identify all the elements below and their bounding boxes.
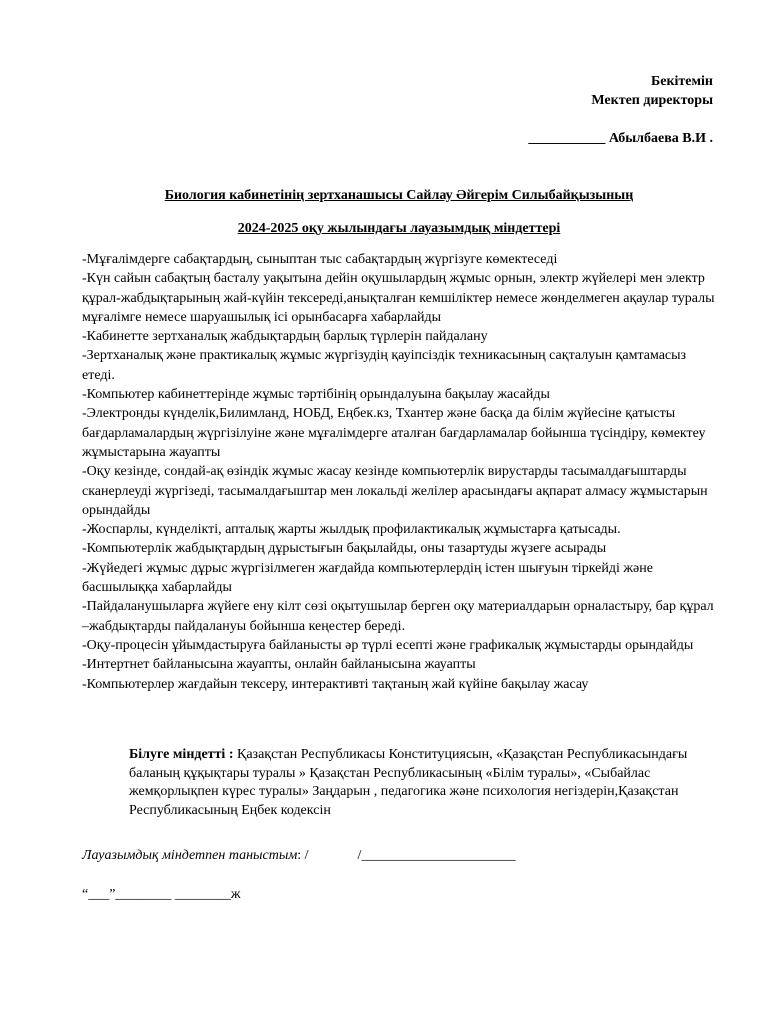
duty-item: -Жоспарлы, күнделікті, апталық жарты жылдық профилактикалық жұмыстарға қатысады. [82, 522, 621, 538]
approval-heading: Бекітемін [650, 74, 713, 89]
acknowledgement-label: Лауазымдық міндетпен таныстым [82, 848, 298, 863]
approver-name: Абылбаева В.И . [608, 131, 713, 146]
duties-list [82, 250, 722, 694]
acknowledgement-line [82, 848, 515, 864]
document-title-line2: 2024-2025 оқу жылындағы лауазымдық міндеттері [237, 221, 561, 236]
acknowledgement-fields: : / /______________________ [297, 848, 516, 863]
date-line: “___”________ ________ж [82, 887, 241, 902]
duty-item: -Кабинетте зертханалық жабдықтардың барлық түрлерін пайдалану [82, 329, 488, 345]
knowledge-text: Қазақстан Республикасы Конституциясын, «Қазақстан Республикасындағы баланың құқықтары туралы » Қазақстан Республикасының «Білім туралы», «Сыбайлас жемқорлықпен күрес туралы» Заңдарын , педагогика және психология негіздерін,Қазақстан Республикасының Еңбек кодексін [129, 747, 688, 818]
knowledge-requirements [129, 746, 729, 820]
duty-item: -Оқу кезінде, сондай-ақ өзіндік жұмыс жасау кезінде компьютерлік вирустарды тасымалдағыштарды сканерлеуді жүргізеді, тасымалдағыштар мен локальді желілер арасындағы ақпарат алмасу жұмыстарын орындайды [82, 464, 708, 518]
knowledge-label: Білуге міндетті : [129, 747, 234, 762]
duty-item: -Компьютерлік жабдықтардың дұрыстығын бақылайды, оны тазартуды жүзеге асырады [82, 541, 607, 557]
signature-blank: ___________ [528, 131, 606, 146]
approver-position: Мектеп директоры [591, 93, 713, 108]
duty-item: -Жүйедегі жұмыс дұрыс жүргізілмеген жағдайда компьютерлердің істен шығуын тіркейді және басшылыққа хабарлайды [82, 560, 653, 596]
document-title-line1: Биология кабинетінің зертханашысы Сайлау Әйгерім Силыбайқызының [164, 188, 634, 203]
duty-item: -Пайдаланушыларға жүйеге ену кілт сөзі оқытушылар берген оқу материалдарын орналастыру, бар құрал –жабдықтарды пайдалануы бойынша кеңестер береді. [82, 599, 714, 634]
duty-item: -Зертханалық және практикалық жұмыс жүргізудің қауіпсіздік техникасының сақталуын қамтамасыз етеді. [82, 348, 687, 383]
duty-item: -Мұғалімдерге сабақтардың, сыныптан тыс сабақтардың жүргізуге көмектеседі [82, 252, 558, 267]
duty-item: -Компьютерлер жағдайын тексеру, интерактивті тақтаның жай күйіне бақылау жасау [82, 676, 589, 692]
approval-block [528, 72, 713, 148]
duty-item: -Интертнет байланысына жауапты, онлайн байланысына жауапты [82, 657, 476, 673]
duty-item: -Оқу-процесін ұйымдастыруға байланысты әр түрлі есепті және графикалық жұмыстарды орындайды [82, 637, 694, 653]
approval-signature-row [528, 129, 713, 148]
duty-item: -Компьютер кабинеттерінде жұмыс тәртібінің орындалуына бақылау жасайды [82, 387, 550, 403]
duty-item: -Күн сайын сабақтың басталу уақытына дейін оқушылардың жұмыс орнын, электр жүйелері мен электр құрал-жабдықтарының жай-күйін тексереді,анықталған кемшіліктер немесе жөнделмеген ақаулар туралы мұғалімге немесе шаруашылық ісі орынбасарға хабарлайды [82, 271, 715, 325]
duty-item: -Электронды күнделік,Билимланд, НОБД, Еңбек.кз, Тхантер және басқа да білім жүйесіне қатысты бағдарламалардың жүргізілуіне және мұғалімдерге аталған бағдарламалар бойынша түсіндіру, көмектеу жұмыстарына жауапты [82, 406, 706, 460]
